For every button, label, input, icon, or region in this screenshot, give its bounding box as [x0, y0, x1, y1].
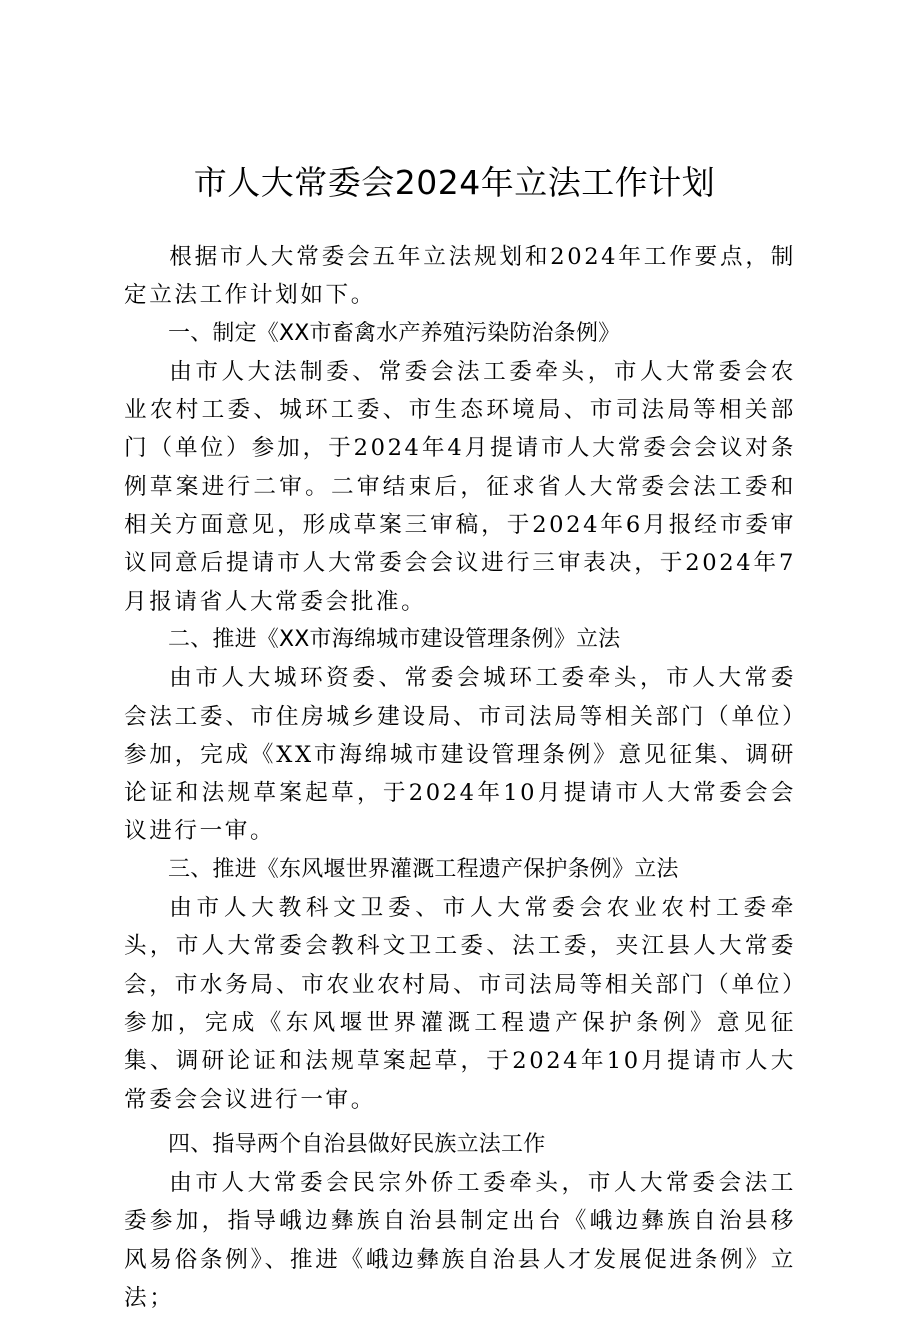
section-body-3: 由市人大教科文卫委、市人大常委会农业农村工委牵头，市人大常委会教科文卫工委、法工委，夹江县人大常委会，市水务局、市农业农村局、市司法局等相关部门（单位）参加，完成《东风堰世界灌溉工程遗产保护条例》意见征集、调研论证和法规草案起草，于2024年10月提请市人大常委会会议进行一审。 [124, 895, 796, 1113]
section-heading-3: 三、推进《东风堰世界灌溉工程遗产保护条例》立法 [168, 856, 679, 882]
document-title: 市人大常委会2024年立法工作计划 [193, 163, 716, 202]
document-body [124, 238, 796, 1317]
section-body-1: 由市人大法制委、常委会法工委牵头，市人大常委会农业农村工委、城环工委、市生态环境局、市司法局等相关部门（单位）参加，于2024年4月提请市人大常委会会议对条例草案进行二审。二审结束后，征求省人大常委会法工委和相关方面意见，形成草案三审稿，于2024年6月报经市委审议同意后提请市人大常委会会议进行三审表决，于2024年7月报请省人大常委会批准。 [124, 358, 796, 615]
section-body-4: 由市人大常委会民宗外侨工委牵头，市人大常委会法工委参加，指导峨边彝族自治县制定出台《峨边彝族自治县移风易俗条例》、推进《峨边彝族自治县人才发展促进条例》立法； [124, 1170, 796, 1312]
section-heading-2: 二、推进《XX市海绵城市建设管理条例》立法 [168, 626, 621, 652]
intro-paragraph: 根据市人大常委会五年立法规划和2024年工作要点，制定立法工作计划如下。 [124, 244, 796, 309]
section-heading-1: 一、制定《XX市畜禽水产养殖污染防治条例》 [168, 320, 621, 346]
section-heading-4: 四、指导两个自治县做好民族立法工作 [168, 1131, 546, 1157]
section-body-2: 由市人大城环资委、常委会城环工委牵头，市人大常委会法工委、市住房城乡建设局、市司法局等相关部门（单位）参加，完成《XX市海绵城市建设管理条例》意见征集、调研论证和法规草案起草，于2024年10月提请市人大常委会会议进行一审。 [124, 665, 796, 845]
